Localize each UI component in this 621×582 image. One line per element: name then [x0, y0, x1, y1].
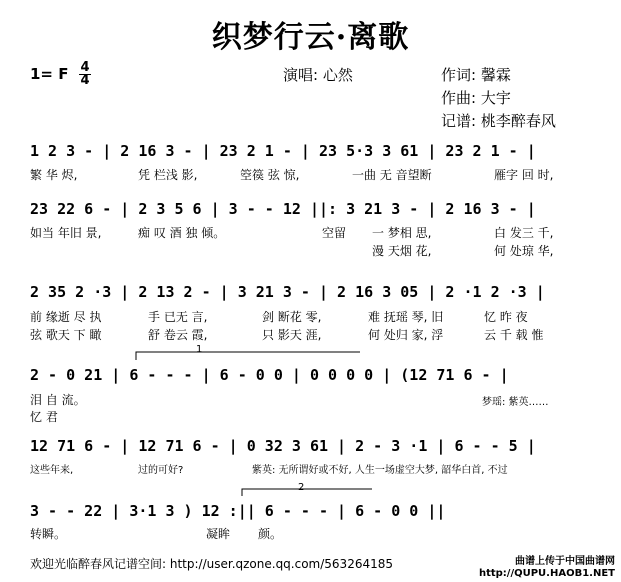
- lyric-row-2-a: 如当 年旧 景,: [30, 226, 102, 240]
- notation-row-3: 2 35 2 ·3 | 2 13 2 - | 3 21 3 - | 2 16 3 05 | 2 ·1 2 ·3 |: [30, 283, 545, 301]
- volta-1-label: 1: [196, 344, 203, 355]
- notation-row-5: 12 71 6 - | 12 71 6 - | 0 32 3 61 | 2 - 3 ·1 | 6 - - 5 |: [30, 437, 536, 455]
- spoken-line-2: 过的可好?: [138, 465, 184, 476]
- lyric-row-1-a: 繁 华 烬,: [30, 168, 78, 182]
- lyricist-credit: 作词: 馨霖: [441, 66, 511, 84]
- lyric-row-3-f: 弦 歌天 下 瞰: [30, 328, 102, 342]
- lyric-row-3-h: 只 影天 涯,: [262, 328, 322, 342]
- lyric-row-6-a: 转瞬。: [30, 527, 67, 541]
- lyric-row-1-b: 凭 栏浅 影,: [138, 168, 198, 182]
- lyric-row-1-c: 箜篌 弦 惊,: [240, 168, 300, 182]
- lyric-row-3-c: 剑 断花 零,: [262, 310, 322, 324]
- footer-link[interactable]: 欢迎光临醉春风记谱空间: http://user.qzone.qq.com/563264185: [30, 557, 394, 571]
- notation-row-2: 23 22 6 - | 2 3 5 6 | 3 - - 12 ||: 3 21 3 - | 2 16 3 - |: [30, 200, 536, 218]
- spoken-line-ziying: 紫英: 无所谓好或不好, 人生一场虚空大梦, 韶华白首, 不过: [252, 465, 508, 476]
- notation-row-4: 2 - 0 21 | 6 - - - | 6 - 0 0 | 0 0 0 0 | (12 71 6 - |: [30, 366, 509, 384]
- spoken-line-mengyao: 梦瑶: 紫英……: [482, 397, 549, 408]
- notation-row-6: 3 - - 22 | 3·1 3 ) 12 :|| 6 - - - | 6 - 0 0 ||: [30, 502, 446, 520]
- time-signature-top: 4: [80, 60, 90, 75]
- lyric-row-2-f: 漫 天烟 花,: [372, 244, 432, 258]
- lyric-row-6-c: 颜。: [258, 527, 283, 541]
- lyric-row-3-e: 忆 昨 夜: [484, 310, 528, 324]
- site-watermark: [479, 556, 615, 580]
- time-signature-bottom: 4: [80, 73, 90, 88]
- lyric-row-1-e: 雁字 回 时,: [494, 168, 554, 182]
- spoken-line-1: 这些年来,: [30, 465, 74, 476]
- lyric-row-1-d: 一曲 无 音望断: [352, 168, 432, 182]
- lyric-row-2-e: 白 发三 千,: [494, 226, 554, 240]
- lyric-row-2-g: 何 处琼 华,: [494, 244, 554, 258]
- lyric-row-3-b: 手 已无 言,: [148, 310, 208, 324]
- volta-2-label: 2: [298, 482, 305, 493]
- lyric-row-3-d: 难 抚瑶 琴, 旧: [368, 310, 444, 324]
- lyric-row-6-b: 凝眸: [206, 527, 231, 541]
- lyric-row-4-a: 泪 自 流。: [30, 393, 86, 407]
- notation-row-1: 1 2 3 - | 2 16 3 - | 23 2 1 - | 23 5·3 3 61 | 23 2 1 - |: [30, 142, 536, 160]
- lyric-row-3-a: 前 缘逝 尽 执: [30, 310, 102, 324]
- watermark-line-1: 曲谱上传于中国曲谱网: [515, 556, 615, 567]
- key-signature: 1= F: [30, 65, 69, 83]
- watermark-line-2: http://QUPU.HAOB1.NET: [478, 568, 615, 579]
- lyric-row-3-j: 云 千 载 惟: [484, 328, 544, 342]
- lyric-row-2-b: 痴 叹 酒 独 倾。: [138, 226, 226, 240]
- lyric-row-2-d: 一 梦相 思,: [372, 226, 432, 240]
- lyric-row-4-b: 忆 君: [30, 410, 58, 424]
- lyric-row-3-g: 舒 卷云 霞,: [148, 328, 208, 342]
- song-title: 织梦行云·离歌: [211, 20, 410, 55]
- lyric-row-3-i: 何 处归 家, 浮: [368, 328, 444, 342]
- lyric-row-2-c: 空留: [322, 226, 347, 240]
- singer-credit: 演唱: 心然: [283, 66, 353, 84]
- composer-credit: 作曲: 大宇: [441, 89, 511, 107]
- transcriber-credit: 记谱: 桃李醉春风: [441, 112, 556, 130]
